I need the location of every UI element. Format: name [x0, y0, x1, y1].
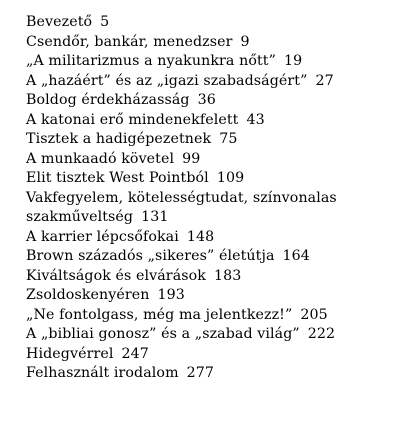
toc-entry-page: 9: [240, 33, 250, 50]
toc-entry-page: 99: [182, 150, 201, 167]
toc-entry-page: 109: [216, 170, 245, 186]
toc-entry-page: 247: [121, 345, 149, 362]
toc-entry-page: 43: [246, 111, 265, 128]
toc-entry: [26, 228, 401, 248]
toc-entry-title: Csendőr, bankár, menedzser: [26, 33, 233, 50]
toc-entry-title: Elit tisztek West Pointból: [26, 170, 209, 186]
toc-entry: [26, 325, 401, 345]
toc-entry: [26, 345, 401, 365]
toc-entry: [26, 169, 401, 189]
toc-entry-page: 222: [307, 326, 336, 342]
toc-entry-page: 19: [283, 53, 303, 69]
toc-entry-title: Brown századós „sikeres” életútja: [26, 248, 275, 264]
toc-entry-page: 75: [219, 131, 238, 147]
toc-entry-title: Bevezető: [26, 14, 93, 30]
toc-entry-title: szakműveltség: [26, 209, 134, 225]
toc-entry-page: 183: [213, 267, 242, 284]
toc-entry-title: Hidegvérrel: [26, 345, 114, 362]
toc-entry: [26, 286, 401, 306]
toc-entry: [26, 52, 401, 72]
toc-entry-page: 5: [100, 14, 110, 30]
toc-entry-page: 193: [157, 287, 185, 303]
toc-entry: [26, 189, 401, 209]
toc-entry: [26, 91, 401, 111]
toc-entry-page: 205: [300, 306, 328, 323]
table-of-contents: [26, 13, 401, 384]
toc-entry-page: 131: [141, 209, 169, 225]
toc-entry: [26, 364, 401, 384]
toc-entry-title: „Ne fontolgass, még ma jelentkezz!”: [26, 306, 293, 323]
toc-entry: [26, 111, 401, 131]
toc-entry: [26, 208, 401, 228]
toc-entry: [26, 247, 401, 267]
toc-entry: [26, 150, 401, 170]
toc-entry-page: 277: [186, 365, 215, 381]
toc-entry-page: 164: [282, 248, 310, 264]
toc-entry-title: A katonai erő mindenekfelett: [26, 111, 239, 128]
toc-entry-page: 27: [315, 72, 334, 89]
toc-entry-title: Zsoldoskenyéren: [26, 287, 150, 303]
toc-entry-title: Tisztek a hadigépezetnek: [26, 131, 212, 147]
toc-entry-title: A karrier lépcsőfokai: [26, 228, 179, 245]
toc-entry-title: A munkaadó követel: [26, 150, 175, 167]
toc-entry: [26, 33, 401, 53]
toc-entry-title: Vakfegyelem, kötelességtudat, színvonalas: [26, 189, 337, 206]
toc-entry-title: Boldog érdekházasság: [26, 92, 190, 108]
toc-entry-title: A „bibliai gonosz” és a „szabad világ”: [26, 326, 300, 342]
toc-entry-title: „A militarizmus a nyakunkra nőtt”: [26, 53, 276, 69]
toc-entry: [26, 13, 401, 33]
toc-entry: [26, 267, 401, 287]
toc-entry: [26, 130, 401, 150]
toc-entry: [26, 72, 401, 92]
toc-entry-page: 148: [186, 228, 215, 245]
toc-entry: [26, 306, 401, 326]
toc-entry-title: Kiváltságok és elvárások: [26, 267, 206, 284]
toc-entry-page: 36: [197, 92, 216, 108]
toc-entry-title: A „hazáért” és az „igazi szabadságért”: [26, 72, 308, 89]
toc-entry-title: Felhasznált irodalom: [26, 365, 179, 381]
